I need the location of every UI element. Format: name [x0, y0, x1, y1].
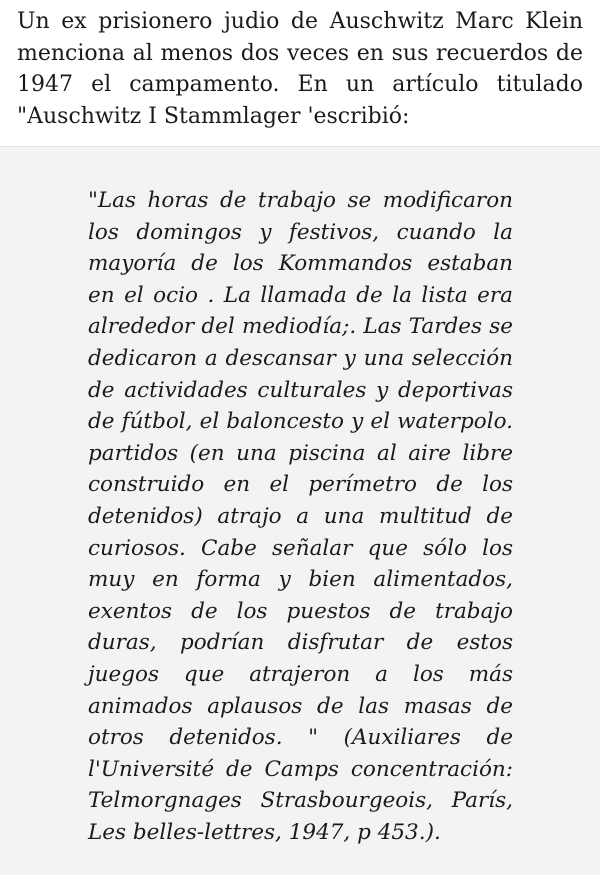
blockquote-text: "Las horas de trabajo se modificaron los domingos y festivos, cuando la mayoría de los Kommandos estaban en el ocio . La llamada de la lista era alrededor del mediodía;. Las Tardes se dedicaron a descansar y una selección de actividades culturales y deportivas de fútbol, el baloncesto y el waterpolo. partidos (en una piscina al aire libre construido en el perímetro de los detenidos) atrajo a una multitud de curiosos. Cabe señalar que sólo los muy en forma y bien alimentados, exentos de los puestos de trabajo duras, podrían disfrutar de estos juegos que atrajeron a los más animados aplausos de las masas de otros detenidos. " (Auxiliares de l'Université de Camps concentración: Telmorgnages Strasbourgeois, París, Les belles-lettres, 1947, p 453.). — [88, 188, 513, 845]
intro-paragraph: Un ex prisionero judio de Auschwitz Marc Klein menciona al menos dos veces en sus recuerdos de 1947 el campamento. En un artículo titulado "Auschwitz I Stammlager 'escribió: — [17, 9, 583, 129]
